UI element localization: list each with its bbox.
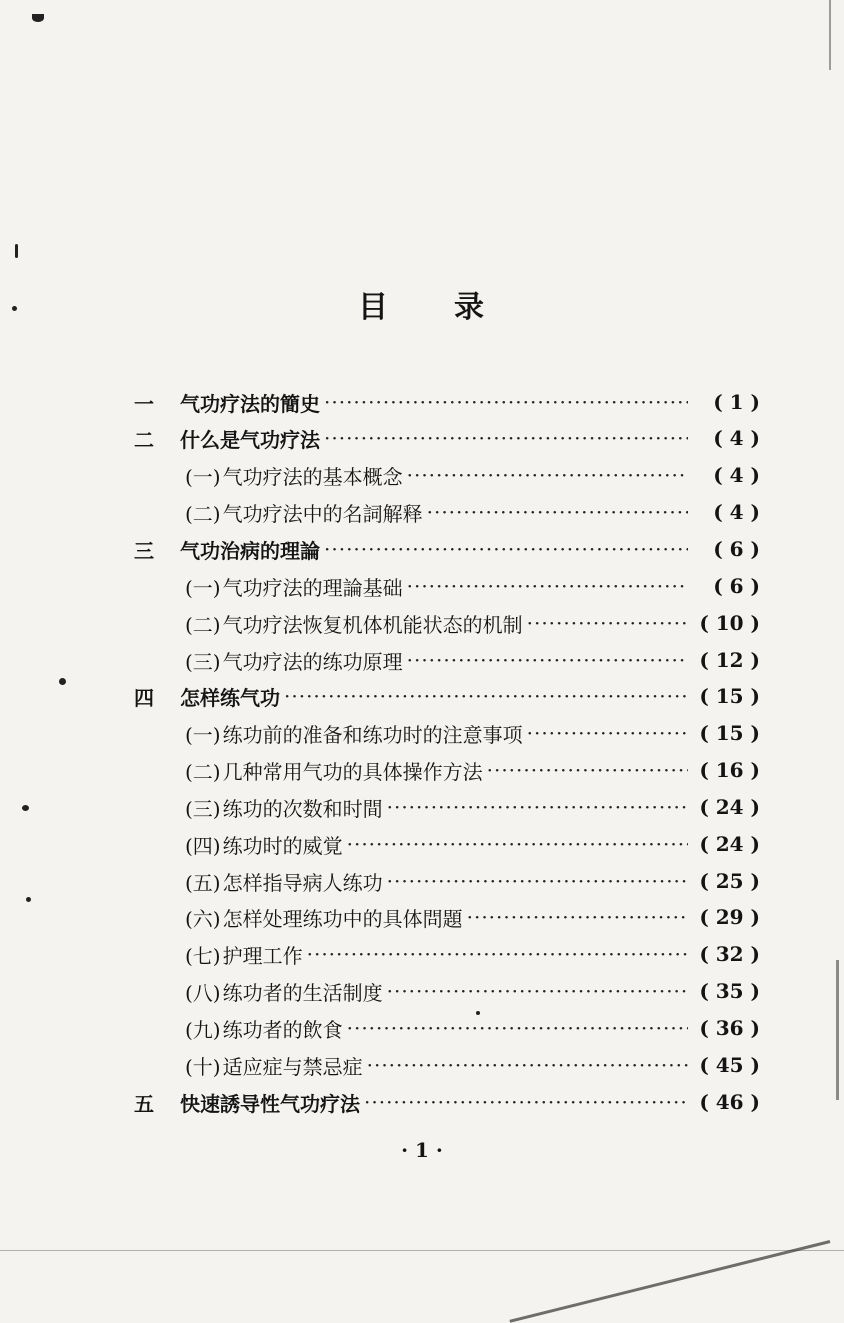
page-number: ( 25 ) [699, 869, 760, 893]
toc-section[interactable] [185, 570, 760, 602]
page-number: ( 32 ) [699, 942, 760, 966]
leader-dots [467, 905, 688, 929]
toc-section[interactable] [185, 828, 760, 860]
section-number: (五) [185, 870, 221, 895]
chapter-title: 气功治病的理論 [180, 538, 320, 563]
leader-dots [387, 979, 688, 1003]
section-number: (六) [185, 906, 221, 931]
toc-chapter-2[interactable] [134, 422, 760, 454]
toc-section[interactable] [185, 791, 760, 823]
leader-dots [427, 500, 688, 524]
speck-mark [22, 805, 29, 811]
leader-dots [324, 390, 688, 414]
page-number-footer: · 1 · [401, 1138, 443, 1162]
scan-edge [836, 960, 839, 1100]
page-number: ( 12 ) [699, 648, 760, 672]
page-number: ( 24 ) [699, 795, 760, 819]
speck-mark [476, 1011, 480, 1015]
leader-dots [407, 648, 688, 672]
toc-chapter-5[interactable] [134, 1086, 760, 1118]
title-char-2: 录 [454, 290, 486, 325]
section-title: 练功前的准备和练功时的注意事项 [222, 722, 523, 747]
section-title: 适应症与禁忌症 [222, 1054, 363, 1079]
toc-section[interactable] [185, 938, 760, 970]
toc-section[interactable] [185, 975, 760, 1007]
section-title: 练功者的飲食 [222, 1017, 343, 1042]
leader-dots [324, 426, 688, 450]
leader-dots [387, 869, 688, 893]
toc-section[interactable] [185, 865, 760, 897]
chapter-number: 五 [134, 1091, 154, 1116]
toc-section[interactable] [185, 607, 760, 639]
chapter-number: 四 [134, 685, 154, 710]
speck-mark [59, 678, 66, 685]
chapter-title: 气功疗法的簡史 [180, 391, 320, 416]
section-number: (一) [185, 575, 221, 600]
leader-dots [387, 795, 688, 819]
leader-dots [487, 758, 688, 782]
page-number: ( 35 ) [699, 979, 760, 1003]
leader-dots [284, 684, 688, 708]
leader-dots [527, 721, 688, 745]
section-title: 练功时的威覚 [222, 833, 343, 858]
page-number: ( 16 ) [699, 758, 760, 782]
section-title: 怎样指导病人练功 [222, 870, 383, 895]
scan-edge [509, 1240, 830, 1323]
section-number: (八) [185, 980, 221, 1005]
section-title: 护理工作 [222, 943, 303, 968]
section-title: 怎样处理练功中的具体問題 [222, 906, 463, 931]
section-number: (十) [185, 1054, 221, 1079]
section-number: (二) [185, 501, 221, 526]
section-number: (三) [185, 649, 221, 674]
section-title: 气功疗法的理論基础 [222, 575, 403, 600]
scan-edge [829, 0, 831, 70]
toc-section[interactable] [185, 1049, 760, 1081]
chapter-title: 什么是气功疗法 [180, 427, 320, 452]
chapter-title: 怎样练气功 [180, 685, 280, 710]
speck-mark [26, 897, 31, 902]
title-char-1: 目 [358, 290, 390, 325]
toc-section[interactable] [185, 717, 760, 749]
section-number: (二) [185, 612, 221, 637]
page-number: ( 6 ) [713, 537, 760, 561]
page-number: ( 4 ) [713, 426, 760, 450]
page-number: ( 24 ) [699, 832, 760, 856]
leader-dots [407, 574, 688, 598]
toc-section[interactable] [185, 1012, 760, 1044]
chapter-number: 二 [134, 427, 154, 452]
page-number: ( 4 ) [713, 463, 760, 487]
page-number: ( 4 ) [713, 500, 760, 524]
page-number: ( 6 ) [713, 574, 760, 598]
page-number: ( 45 ) [699, 1053, 760, 1077]
page-number: ( 15 ) [699, 721, 760, 745]
chapter-number: 三 [134, 538, 154, 563]
leader-dots [307, 942, 688, 966]
page-number: ( 29 ) [699, 905, 760, 929]
speck-mark [32, 14, 44, 22]
page-number: ( 36 ) [699, 1016, 760, 1040]
section-number: (二) [185, 759, 221, 784]
section-title: 练功的次数和时間 [222, 796, 383, 821]
leader-dots [347, 1016, 688, 1040]
leader-dots [324, 537, 688, 561]
chapter-title: 快速誘导性气功疗法 [180, 1091, 360, 1116]
toc-section[interactable] [185, 754, 760, 786]
section-number: (三) [185, 796, 221, 821]
page-number: ( 46 ) [699, 1090, 760, 1114]
page-title [0, 282, 844, 326]
section-title: 几种常用气功的具体操作方法 [222, 759, 483, 784]
page-number: ( 1 ) [713, 390, 760, 414]
leader-dots [364, 1090, 688, 1114]
section-number: (一) [185, 464, 221, 489]
leader-dots [367, 1053, 688, 1077]
section-title: 气功疗法的练功原理 [222, 649, 403, 674]
toc-section[interactable] [185, 901, 760, 933]
section-number: (九) [185, 1017, 221, 1042]
toc-section[interactable] [185, 644, 760, 676]
toc-chapter-4[interactable] [134, 680, 760, 712]
section-title: 气功疗法中的名詞解释 [222, 501, 423, 526]
leader-dots [347, 832, 688, 856]
speck-mark [12, 306, 17, 311]
speck-mark [15, 244, 18, 258]
section-title: 气功疗法的基本概念 [222, 464, 403, 489]
section-title: 练功者的生活制度 [222, 980, 383, 1005]
toc-section[interactable] [185, 459, 760, 491]
chapter-number: 一 [134, 391, 154, 416]
section-title: 气功疗法恢复机体机能状态的机制 [222, 612, 523, 637]
section-number: (一) [185, 722, 221, 747]
section-number: (四) [185, 833, 221, 858]
page-number: ( 10 ) [699, 611, 760, 635]
toc-chapter-1[interactable] [134, 386, 760, 418]
scan-edge [0, 1250, 844, 1251]
leader-dots [527, 611, 688, 635]
section-number: (七) [185, 943, 221, 968]
leader-dots [407, 463, 688, 487]
toc-section[interactable] [185, 496, 760, 528]
toc-chapter-3[interactable] [134, 533, 760, 565]
page-number: ( 15 ) [699, 684, 760, 708]
